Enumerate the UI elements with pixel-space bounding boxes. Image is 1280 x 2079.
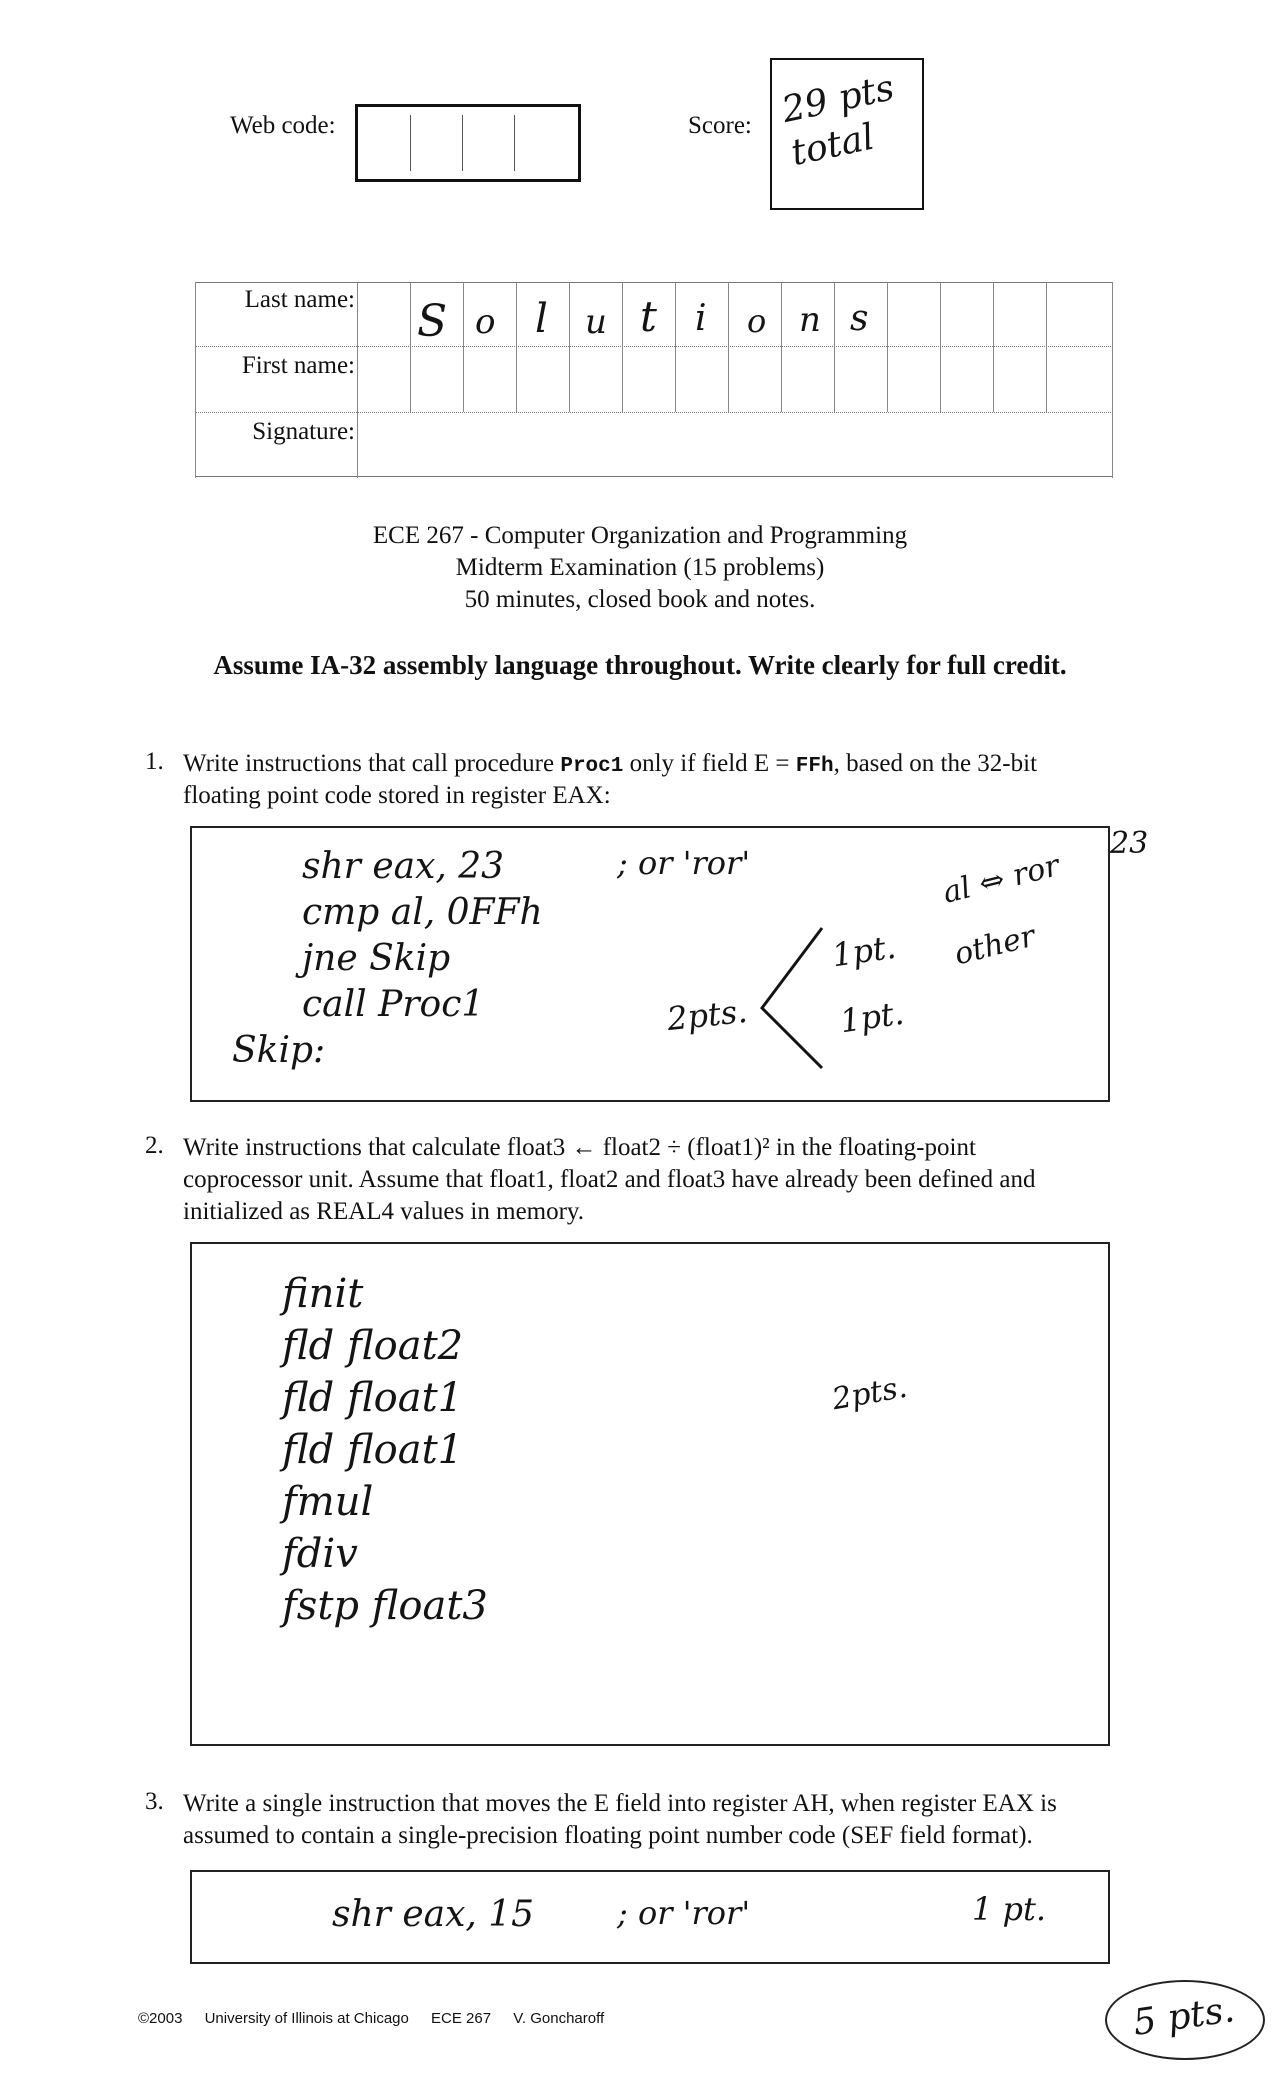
last-name-letter: o — [475, 302, 496, 342]
q2-code-line: fld float2 — [282, 1323, 464, 1369]
q3-code: shr eax, 15 — [332, 1894, 535, 1935]
q2-text-line1: Write instructions that calculate float3 ← float2 ÷ (float1)² in the floating-point — [183, 1134, 976, 1161]
name-grid — [195, 282, 1113, 478]
q1-note-23: 23 — [1110, 826, 1149, 861]
last-name-letter: s — [850, 298, 869, 339]
q2-code-line: finit — [282, 1271, 364, 1317]
q3-answer-box[interactable] — [190, 1870, 1110, 1964]
q3-note-pts: 1 pt. — [972, 1890, 1047, 1928]
q3-note-or: ; or 'ror' — [617, 1894, 751, 1932]
exam-title: Midterm Examination (15 problems) — [455, 554, 825, 581]
q1-proc: Proc1 — [560, 755, 624, 778]
last-name-letter: i — [695, 298, 707, 339]
q2-code-line: fld float1 — [282, 1375, 464, 1421]
page-points: 5 pts. — [1130, 1989, 1238, 2044]
q2-code-line: fld float1 — [282, 1427, 464, 1473]
q1-code-line: jne Skip — [302, 938, 451, 979]
q2-text-line3: initialized as REAL4 values in memory. — [183, 1198, 585, 1225]
q1-number: 1. — [145, 748, 164, 775]
q3-text-line1: Write a single instruction that moves the E field into register AH, when register EAX is — [183, 1790, 1057, 1817]
last-name-letter: o — [747, 302, 767, 340]
q2-code-line: fmul — [282, 1479, 374, 1525]
q2-number: 2. — [145, 1132, 164, 1159]
q1-code-line: cmp al, 0FFh — [302, 892, 543, 933]
q3-text-line2: assumed to contain a single-precision floating point number code (SEF field format). — [183, 1822, 1033, 1849]
footer — [138, 2010, 622, 2027]
q2-code-line: fdiv — [282, 1531, 358, 1577]
q1-note-al-ror: al ⇔ ror — [939, 848, 1063, 911]
q1-bracket — [752, 918, 832, 1078]
q1-note-other: other — [950, 918, 1039, 973]
exam-duration: 50 minutes, closed book and notes. — [464, 586, 816, 613]
web-code-label: Web code: — [230, 112, 336, 139]
footer-author: V. Goncharoff — [513, 2010, 605, 2027]
web-code-divider — [514, 115, 515, 171]
footer-course: ECE 267 — [431, 2010, 492, 2027]
q1-ffh: FFh — [795, 755, 834, 778]
q2-text-line2: coprocessor unit. Assume that float1, float2 and float3 have already been defined and — [183, 1166, 1036, 1193]
q1-text: Write instructions that call procedure Proc1 only if field E = FFh, based on the 32-bit — [183, 750, 1038, 778]
page-points-circle — [1105, 1980, 1265, 2060]
q2-note-pts: 2pts. — [829, 1369, 910, 1418]
last-name-letter: t — [640, 292, 657, 341]
q1-note-2pts: 2pts. — [665, 991, 750, 1039]
instructions: Assume IA-32 assembly language throughout. Write clearly for full credit. — [213, 650, 1067, 680]
last-name-letter: l — [535, 296, 548, 342]
q1-text-line2: floating point code stored in register EAX: — [183, 782, 611, 809]
signature-label: Signature: — [252, 418, 355, 445]
footer-university: University of Illinois at Chicago — [204, 2010, 409, 2027]
web-code-divider — [462, 115, 463, 171]
score-label: Score: — [688, 112, 752, 139]
first-name-label: First name: — [241, 352, 355, 379]
q1-answer-box[interactable] — [190, 826, 1110, 1102]
score-box — [770, 58, 924, 210]
q1-code-label: Skip: — [232, 1030, 326, 1071]
web-code-divider — [410, 115, 411, 171]
score-value: 29 pts total — [778, 67, 898, 175]
q1-note-1pt: 1pt. — [837, 993, 907, 1041]
q2-answer-box[interactable] — [190, 1242, 1110, 1746]
q1-note-1pt: 1pt. — [829, 927, 899, 975]
q1-code-line: call Proc1 — [302, 984, 485, 1025]
last-name-letter: S — [417, 296, 448, 347]
course-title: ECE 267 - Computer Organization and Programming — [372, 522, 908, 549]
footer-copyright: ©2003 — [138, 2010, 183, 2027]
q1-code-line: shr eax, 23 — [302, 846, 505, 887]
q3-number: 3. — [145, 1788, 164, 1815]
last-name-label: Last name: — [244, 286, 355, 313]
last-name-letter: n — [799, 300, 821, 340]
last-name-letter: u — [585, 302, 607, 342]
web-code-box[interactable] — [355, 104, 581, 182]
q2-code-line: fstp float3 — [282, 1583, 488, 1629]
q1-note-or: ; or 'ror' — [617, 844, 751, 882]
